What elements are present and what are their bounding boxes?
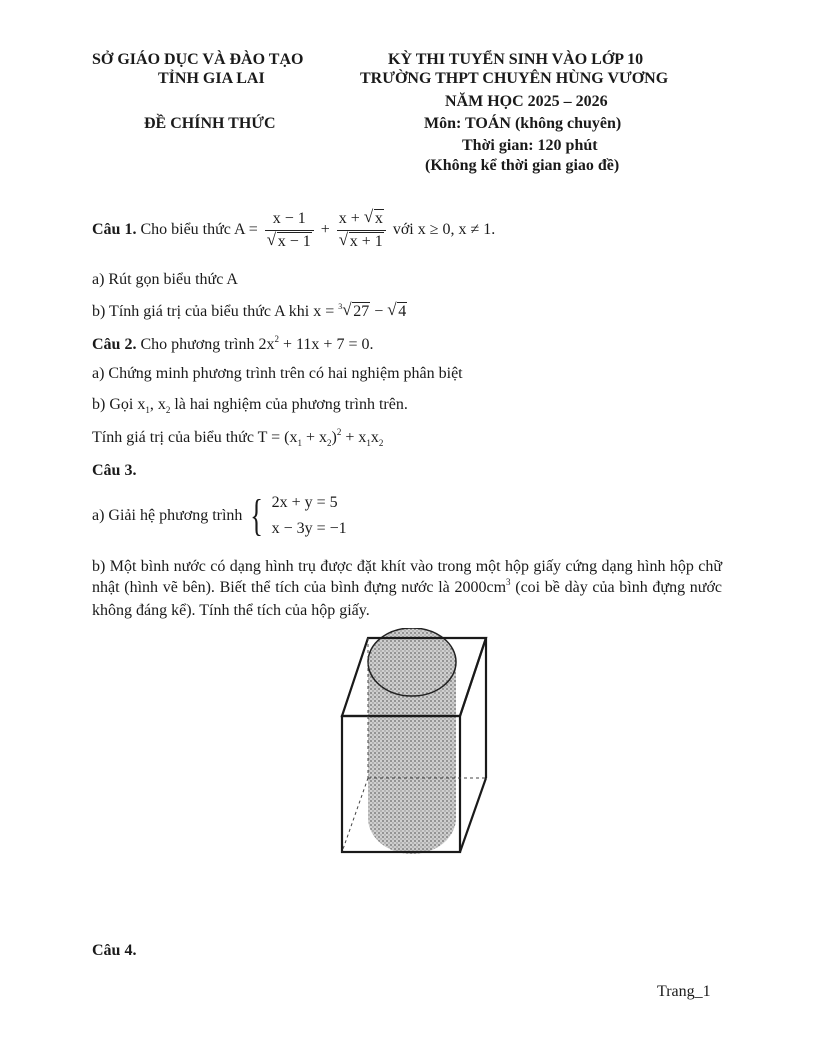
cylinder-in-box-figure	[330, 628, 500, 863]
header-right-line1: KỲ THI TUYỂN SINH VÀO LỚP 10	[388, 51, 644, 68]
cube-root-radicand: 27	[353, 303, 370, 320]
header-right-line2: TRƯỜNG THPT CHUYÊN HÙNG VƯƠNG	[360, 70, 669, 87]
sqrt-1	[267, 231, 312, 253]
question-3b-text-1: b) Một bình nước có dạng hình trụ được đặt khít vào trong một hộp giấy cứng dạng hình hộp chữ nhật (hình vẽ bên). Biết thể tích của bình đựng nước là	[92, 558, 722, 596]
question-2-equation: $2x^2 + 11x + 7 = 0$.	[258, 334, 374, 353]
sqrt-2-radicand: x	[374, 210, 383, 227]
question-1a: a) Rút gọn biểu thức A	[92, 271, 238, 288]
question-3a	[92, 490, 347, 542]
question-4-label: Câu 4.	[92, 942, 137, 959]
question-1b-text: b) Tính giá trị của biểu thức A khi	[92, 303, 310, 320]
sqrt-3-radicand: x + 1	[349, 233, 383, 250]
page-number: Trang_1	[657, 983, 711, 1000]
sqrt-4-radicand: 4	[398, 303, 407, 320]
question-2-label: Câu 2.	[92, 336, 137, 353]
question-3a-text: a) Giải hệ phương trình	[92, 507, 243, 524]
sqrt-3	[339, 231, 384, 253]
header-right-line3: NĂM HỌC 2025 – 2026	[445, 93, 608, 110]
radical-icon: √	[338, 230, 349, 249]
hidden-edge	[342, 778, 368, 852]
fraction-2-denominator	[337, 231, 386, 253]
question-3b	[92, 556, 722, 621]
equation-system	[272, 490, 347, 542]
question-2a: a) Chứng minh phương trình trên có hai nghiệm phân biệt	[92, 365, 463, 382]
question-2	[92, 335, 373, 356]
cube-root-icon: $^3$√	[338, 300, 352, 319]
question-2-intro: Cho phương trình	[140, 336, 255, 353]
system-eq-1: 2x + y = 5	[271, 494, 338, 511]
minus-sign: −	[374, 303, 384, 320]
radical-icon: √	[387, 300, 397, 319]
question-1b-x-eq: x =	[313, 303, 335, 320]
header-left-line1: SỞ GIÁO DỤC VÀ ĐÀO TẠO	[92, 51, 304, 68]
question-1b	[92, 302, 407, 322]
header-right-line6: (Không kể thời gian giao đề)	[425, 157, 620, 174]
question-2b-pre: b) Gọi	[92, 396, 134, 413]
fraction-1	[265, 208, 314, 253]
plus-sign: +	[320, 221, 330, 239]
cylinder	[368, 628, 456, 854]
sqrt-4	[387, 302, 407, 322]
question-1	[92, 208, 495, 253]
left-brace-icon: {	[250, 491, 264, 540]
expr-a-eq: A =	[234, 221, 258, 239]
question-2-expr-pre: Tính giá trị của biểu thức	[92, 429, 254, 446]
question-1-intro: Cho biểu thức	[140, 221, 231, 239]
question-2b	[92, 395, 408, 416]
fraction-2	[337, 208, 386, 253]
fraction-1-denominator	[265, 231, 314, 253]
question-3b-text-2: (coi bề dày của bình đựng nước không đáng kể). Tính thể tích của hộp giấy.	[92, 579, 723, 619]
question-2b-post: là hai nghiệm của phương trình trên.	[174, 396, 408, 413]
fraction-2-num-part: x +	[338, 210, 360, 227]
sqrt-1-radicand: x − 1	[277, 233, 311, 250]
header-right-line5: Thời gian: 120 phút	[462, 137, 598, 154]
question-2b-roots: $x_1$, $x_2$	[137, 396, 171, 415]
question-1-condition: với x ≥ 0, x ≠ 1.	[392, 221, 496, 239]
question-2-expression	[92, 428, 383, 449]
radical-icon: √	[363, 207, 374, 226]
system-eq-2: x − 3y = −1	[271, 520, 347, 537]
sqrt-2	[364, 208, 384, 230]
volume-value: $2000cm^3$	[454, 577, 511, 596]
header-left-line3: ĐỀ CHÍNH THỨC	[144, 115, 276, 132]
question-1-label: Câu 1.	[92, 221, 137, 239]
fraction-1-numerator: x − 1	[265, 208, 314, 231]
question-3-label: Câu 3.	[92, 462, 137, 479]
radical-icon: √	[266, 230, 277, 249]
header-left-line2: TỈNH GIA LAI	[158, 70, 265, 87]
cube-root	[338, 302, 370, 322]
expr-t: $T = (x_1 + x_2)^2 + x_1x_2$	[257, 427, 384, 448]
header-right-line4: Môn: TOÁN (không chuyên)	[424, 115, 622, 132]
fraction-2-numerator	[337, 208, 386, 231]
